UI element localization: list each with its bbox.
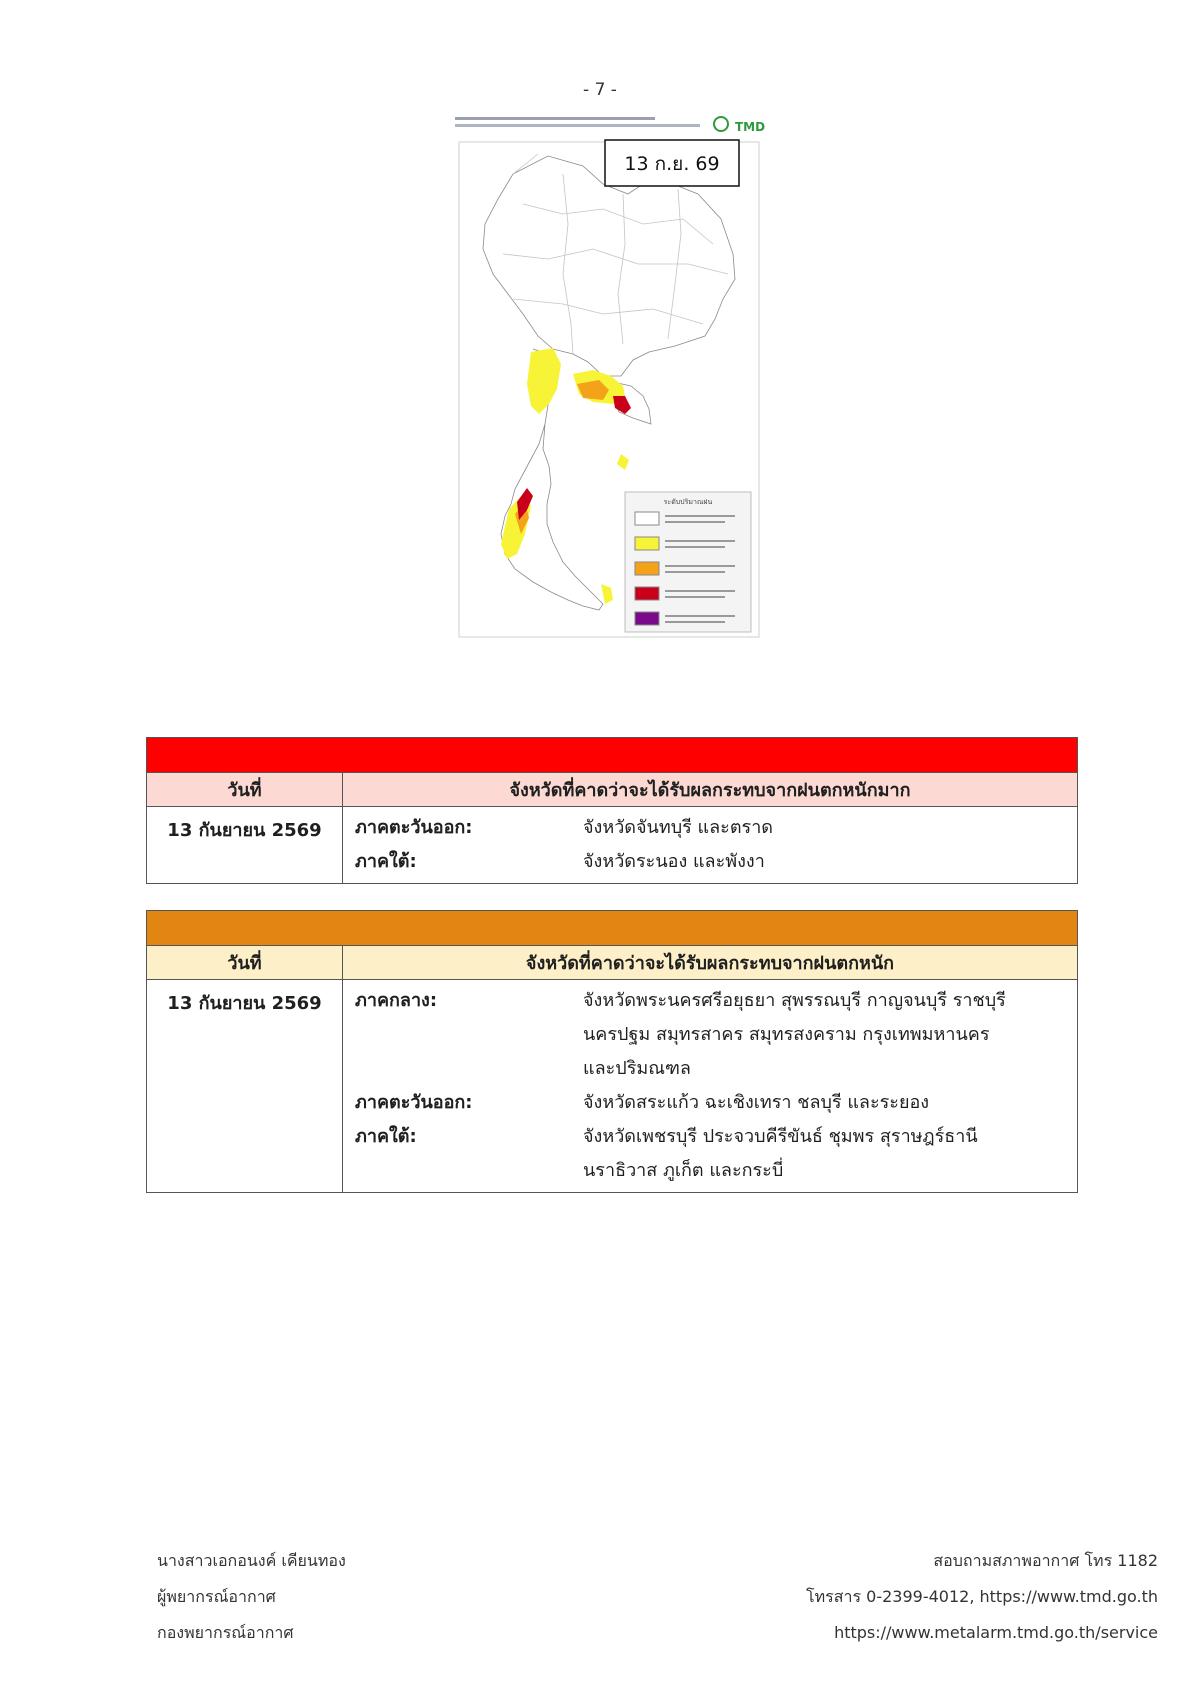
province-line: และปริมณฑล	[583, 1058, 691, 1079]
rainfall-forecast-map	[453, 114, 771, 639]
region-name: ภาคใต้:	[355, 851, 417, 872]
date-header: วันที่	[147, 946, 343, 980]
page-number: - 7 -	[583, 80, 617, 100]
region-name: ภาคตะวันออก:	[355, 817, 473, 838]
table-row	[147, 980, 1078, 1193]
date-cell: 13 กันยายน 2569	[147, 807, 343, 884]
province-line: จังหวัดพระนครศรีอยุธยา สุพรรณบุรี กาญจนบุรี ราชบุรี	[583, 990, 1006, 1011]
region-name: ภาคกลาง:	[355, 990, 438, 1011]
map-date-label: 13 ก.ย. 69	[624, 153, 720, 175]
region-name: ภาคตะวันออก:	[355, 1092, 473, 1113]
date-cell: 13 กันยายน 2569	[147, 980, 343, 1193]
province-line: จังหวัดจันทบุรี และตราด	[583, 817, 773, 838]
regions-cell	[343, 980, 1078, 1193]
table-color-bar	[147, 738, 1078, 773]
region-name: ภาคใต้:	[355, 1126, 417, 1147]
forecaster-signature	[157, 1543, 346, 1651]
province-line: จังหวัดสระแก้ว ฉะเชิงเทรา ชลบุรี และระยอง	[583, 1092, 930, 1113]
province-line: จังหวัดเพชรบุรี ประจวบคีรีขันธ์ ชุมพร สุราษฎร์ธานี	[583, 1126, 978, 1147]
legend-swatch-orange	[635, 562, 659, 575]
forecaster-title: ผู้พยากรณ์อากาศ	[157, 1587, 276, 1606]
province-line: นราธิวาส ภูเก็ต และกระบี่	[583, 1160, 784, 1181]
contact-service-link[interactable]: https://www.metalarm.tmd.go.th/service	[834, 1623, 1158, 1642]
legend-swatch-white	[635, 512, 659, 525]
forecaster-division: กองพยากรณ์อากาศ	[157, 1623, 294, 1642]
provinces-header: จังหวัดที่คาดว่าจะได้รับผลกระทบจากฝนตกหนักมาก	[343, 773, 1078, 807]
province-line: จังหวัดระนอง และพังงา	[583, 851, 765, 872]
logo-text: TMD	[735, 120, 766, 134]
provinces-header: จังหวัดที่คาดว่าจะได้รับผลกระทบจากฝนตกหนัก	[343, 946, 1078, 980]
legend-title: ระดับปริมาณฝน	[663, 498, 713, 506]
date-header: วันที่	[147, 773, 343, 807]
legend-swatch-yellow	[635, 537, 659, 550]
legend-swatch-purple	[635, 612, 659, 625]
table-header-row	[147, 946, 1078, 980]
regions-cell	[343, 807, 1078, 884]
region-row	[355, 1120, 1077, 1188]
contact-fax-website[interactable]: โทรสาร 0-2399-4012, https://www.tmd.go.th	[806, 1587, 1158, 1606]
forecaster-name: นางสาวเอกอนงค์ เคียนทอง	[157, 1551, 346, 1570]
region-row	[355, 845, 1077, 879]
legend-swatch-red	[635, 587, 659, 600]
region-row	[355, 811, 1077, 845]
table-header-row	[147, 773, 1078, 807]
province-line: นครปฐม สมุทรสาคร สมุทรสงคราม กรุงเทพมหานคร	[583, 1024, 990, 1045]
contact-phone: สอบถามสภาพอากาศ โทร 1182	[933, 1551, 1158, 1570]
table-color-bar	[147, 911, 1078, 946]
region-row	[355, 1086, 1077, 1120]
map-date-box	[605, 140, 739, 186]
map-svg	[453, 114, 771, 639]
heavy-rain-table	[146, 910, 1078, 1193]
region-row	[355, 984, 1077, 1086]
very-heavy-rain-table	[146, 737, 1078, 884]
map-legend	[625, 492, 751, 632]
table-row	[147, 807, 1078, 884]
contact-info	[806, 1543, 1158, 1651]
